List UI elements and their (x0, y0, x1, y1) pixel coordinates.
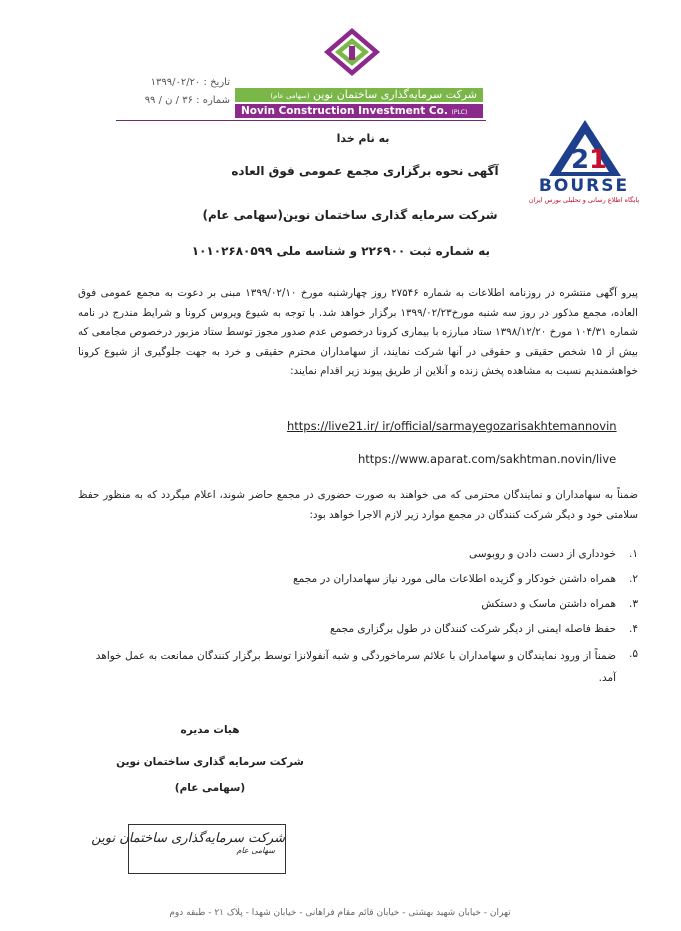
list-item-number: ۲. (629, 573, 638, 585)
stamp-subtext: سهامی عام (236, 846, 275, 855)
company-name-fa-suffix: (سهامی عام) (270, 92, 310, 100)
list-item-text: همراه داشتن خودکار و گزیده اطلاعات مالی مورد نیاز سهامداران در مجمع (293, 573, 616, 585)
signature-board: هیات مدیره (180, 724, 240, 736)
list-item (78, 545, 638, 564)
date-value: ۱۳۹۹/۰۲/۲۰ (150, 77, 201, 88)
letter-number (70, 94, 230, 108)
list-item-text: حفظ فاصله ایمنی از دیگر شرکت کنندگان در طول برگزاری مجمع (330, 623, 616, 635)
date-label: تاریخ : (203, 77, 230, 88)
list-item (78, 645, 638, 689)
list-item-number: ۴. (629, 623, 638, 635)
svg-text:1: 1 (589, 145, 608, 175)
header-en-bar (235, 104, 483, 118)
svg-text:2: 2 (571, 145, 590, 175)
list-item (78, 595, 638, 614)
company-name-en-text: Novin Construction Investment Co. (241, 105, 448, 117)
announcement-title: آگهی نحوه برگزاری مجمع عمومی فوق العاده (231, 164, 499, 178)
bourse-caption: پایگاه اطلاع رسانی و تحلیلی بورس ایران (528, 196, 640, 204)
company-name-fa (235, 88, 483, 103)
header-divider (116, 120, 486, 121)
list-item-number: ۵. (629, 648, 638, 660)
rules-list (78, 545, 638, 689)
basmala: به نام خدا (336, 132, 390, 145)
letter-date (70, 76, 230, 90)
stamp-text: شرکت سرمایه‌گذاری ساختمان نوین (91, 831, 285, 846)
list-item-number: ۳. (629, 598, 638, 610)
bourse-logo (525, 116, 643, 208)
bourse-logo-mark (525, 116, 643, 180)
signature-company: شرکت سرمایه گذاری ساختمان نوین (116, 756, 304, 768)
company-logo-mark (322, 26, 382, 80)
intro-paragraph: پیرو آگهی منتشره در روزنامه اطلاعات به شماره ۲۷۵۴۶ روز چهارشنبه مورخ ۱۳۹۹/۰۲/۱۰ مبنی بر دعوت به مجمع عمومی فوق العاده، مجمع مذکور در روز سه شنبه مورخ۱۳۹۹/۰۲/۲۳ برگزار خواهد شد. با توجه به شیوع ویروس کرونا و شرایط مندرج در نامه شماره ۱۰۴/۳۱ مورخ ۱۳۹۸/۱۲/۲۰ ستاد مبارزه با بیماری کرونا درخصوص عدم صدور مجوز توسط ستاد مزبور درخصوص مجامعی که بیش از ۱۵ شخص حقیقی و حقوقی در آنها شرکت نمایند، از سهامداران محترم حقیقی و خرد به جهت جلوگیری از شیوع کرونا خواهشمندیم نسبت به مشاهده پخش زنده و آنلاین از طریق پیوند زیر اقدام نمایند: (78, 287, 639, 377)
rules-paragraph: ضمناً به سهامداران و نمایندگان محترمی که می خواهند به صورت حضوری در مجمع حاضر شوند، اعلام میگردد که به منظور حفظ سلامتی خود و دیگر شرکت کنندگان در مجمع موارد زیر لازم الاجرا خواهد بود: (78, 489, 638, 521)
company-stamp (91, 824, 286, 874)
header-fa-bar (235, 88, 483, 102)
number-label: شماره : (196, 95, 230, 106)
list-item (78, 620, 638, 639)
company-logo (322, 26, 382, 80)
number-value: ۳۶ / ن / ۹۹ (144, 95, 193, 106)
list-item-text: همراه داشتن ماسک و دستکش (481, 598, 616, 610)
registration-line: به شماره ثبت ۲۲۶۹۰۰ و شناسه ملی ۱۰۱۰۲۶۸۰۵۹۹ (191, 244, 490, 258)
company-title: شرکت سرمایه گذاری ساختمان نوین(سهامی عام) (202, 208, 498, 222)
bourse-logo-text: BOURSE (538, 176, 630, 196)
footer-address: تهران - خیابان شهید بهشتی - خیابان قائم مقام فراهانی - خیابان شهدا - پلاک ۲۱ - طبقه دوم (169, 908, 511, 918)
list-item-number: ۱. (629, 548, 638, 560)
company-name-en-suffix: (PLC) (451, 109, 468, 116)
company-name-fa-text: شرکت سرمایه‌گذاری ساختمان نوین (313, 88, 477, 101)
list-item-text: ضمناً از ورود نمایندگان و سهامداران با علائم سرماخوردگی و شبه آنفولانزا توسط برگزار کنندگان ممانعت به عمل خواهد آمد. (95, 650, 616, 684)
list-item (78, 570, 638, 589)
company-name-en (235, 104, 483, 120)
live21-link[interactable]: https://live21.ir/ ir/official/sarmayegozarisakhtemannovin (287, 419, 617, 433)
list-item-text: خودداری از دست دادن و روبوسی (468, 548, 616, 560)
signature-type: (سهامی عام) (174, 782, 246, 794)
aparat-link[interactable]: https://www.aparat.com/sakhtman.novin/live (358, 452, 617, 466)
